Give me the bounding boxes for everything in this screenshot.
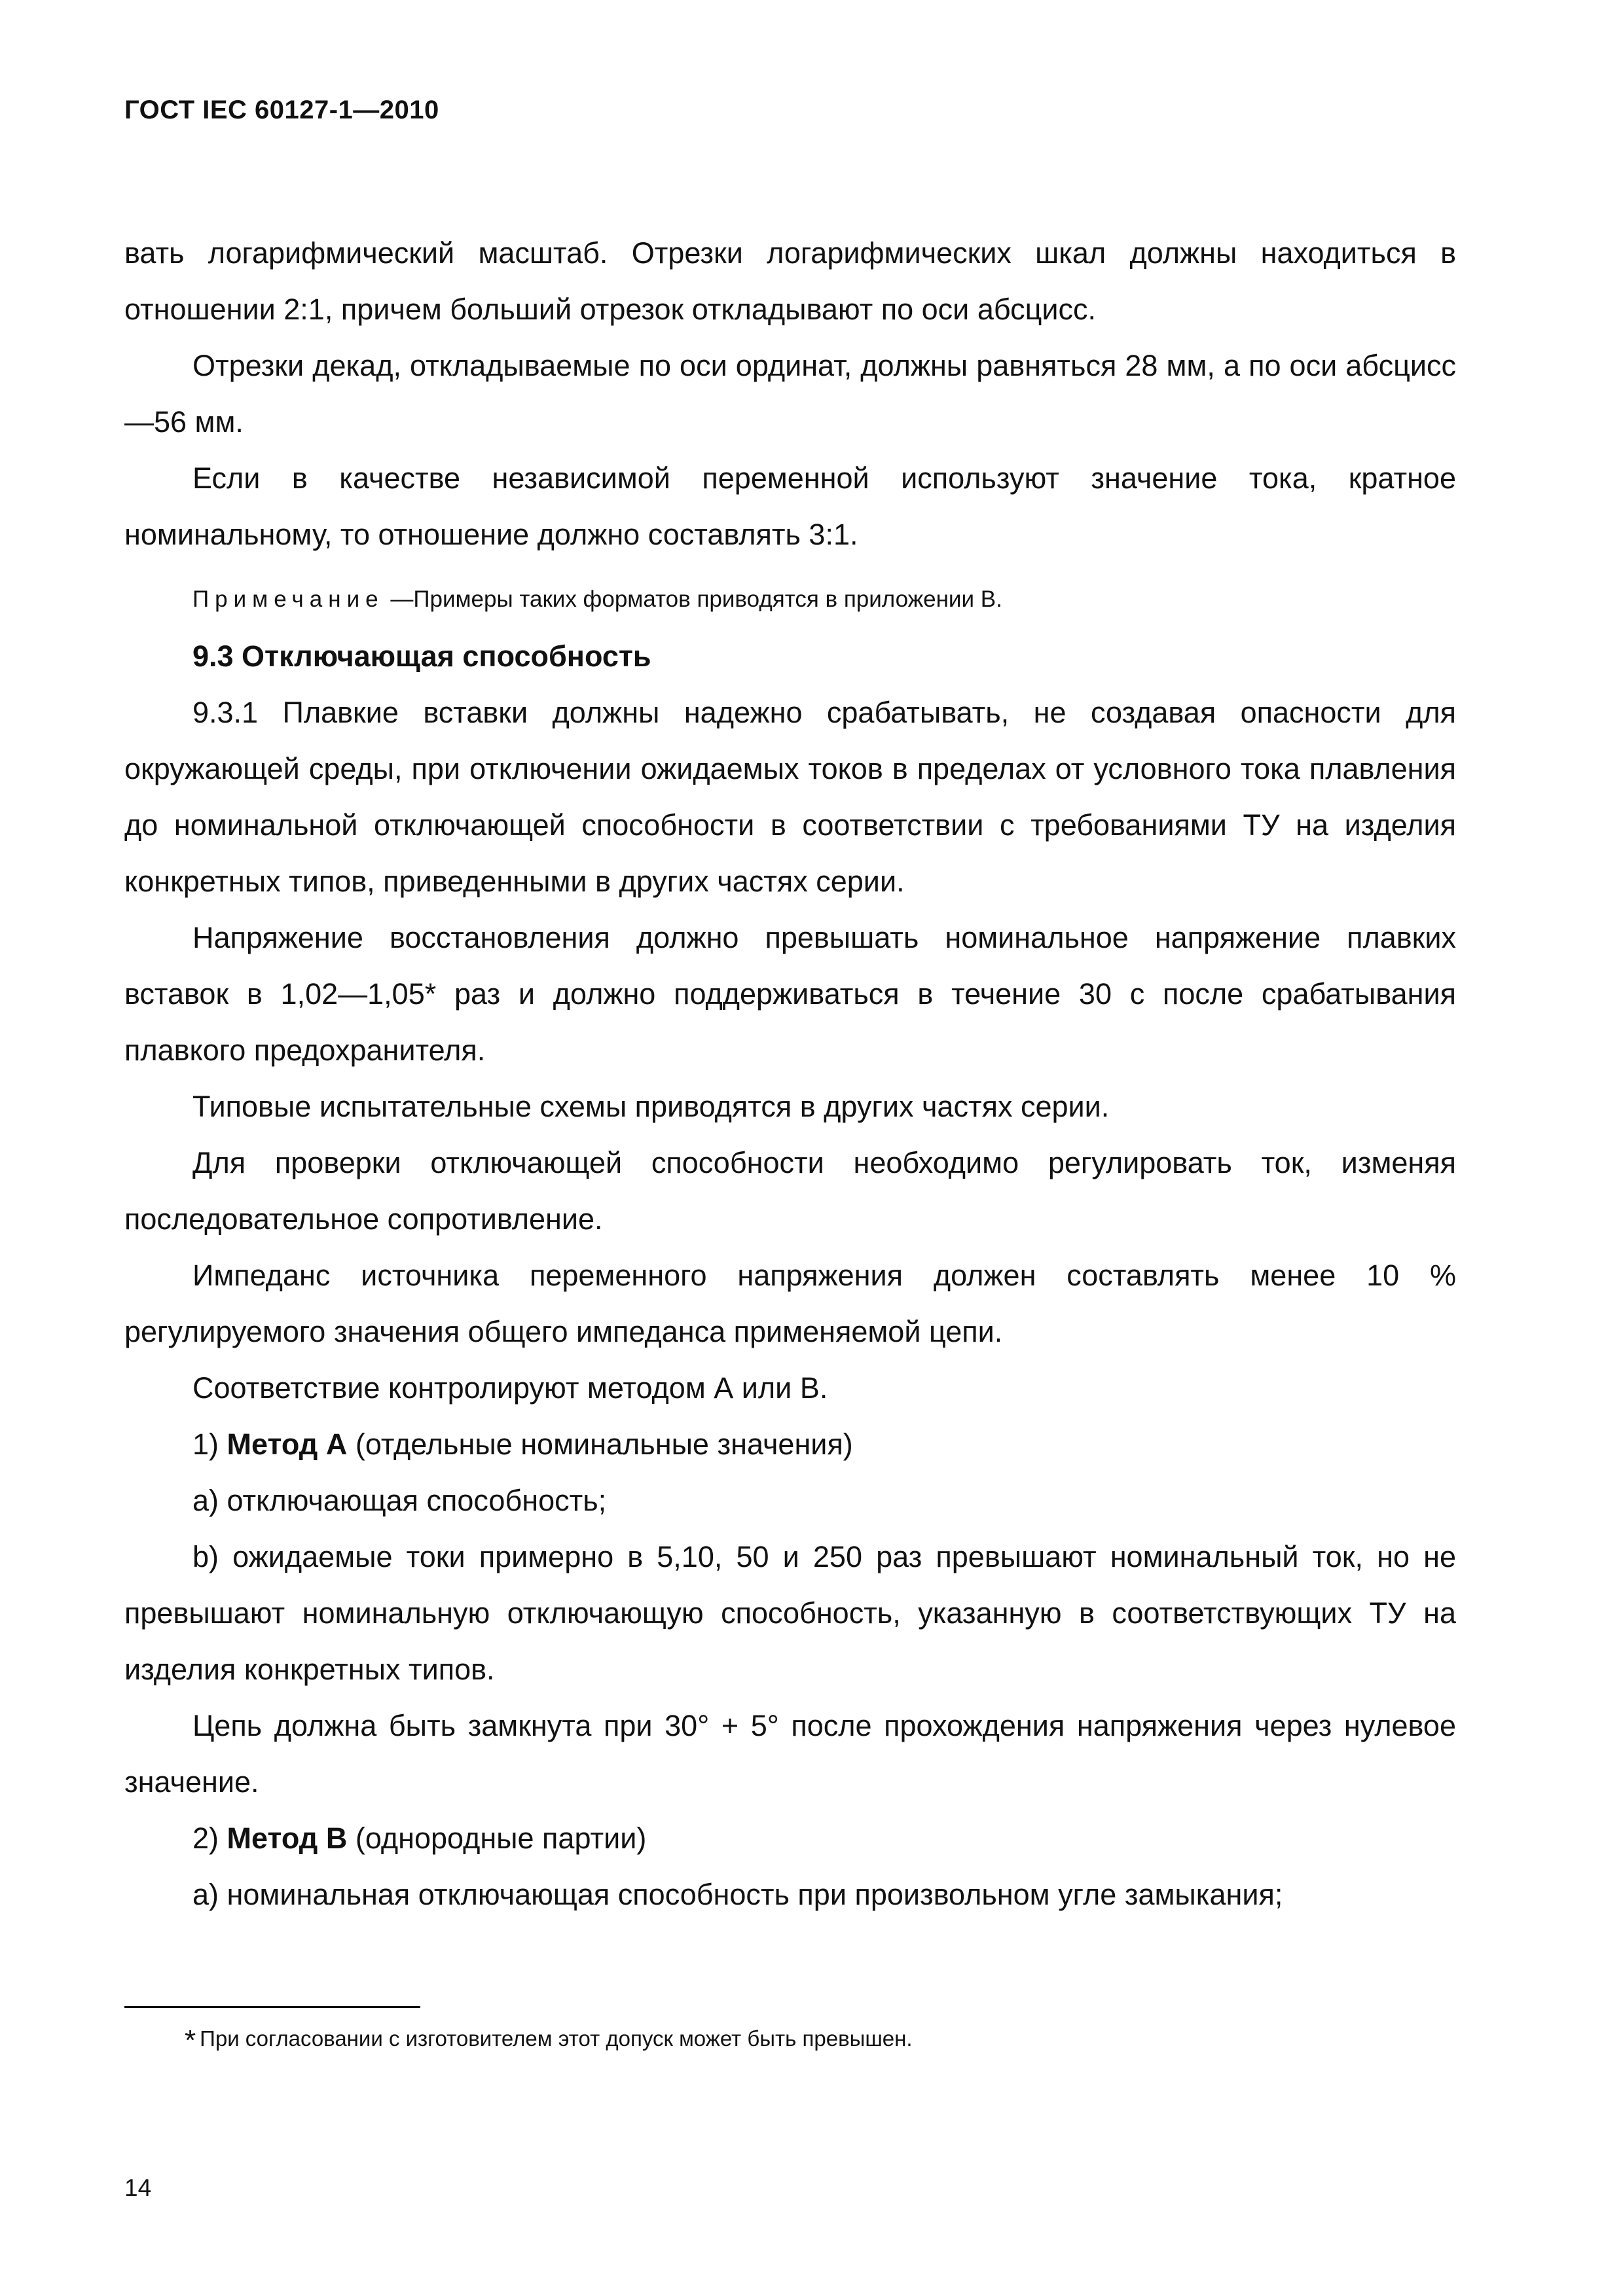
- paragraph-recovery-voltage: Напряжение восстановления должно превышать номинальное напряжение плавких вставок в 1,02—1,05* раз и должно поддерживаться в течение 30 с после срабатывания плавкого предохранителя.: [124, 921, 1456, 1067]
- page-number: 14: [124, 2174, 152, 2201]
- page-body: [124, 225, 1456, 1923]
- document-header: ГОСТ IEC 60127-1—2010: [124, 96, 439, 124]
- footnote-divider: [124, 2006, 420, 2008]
- method-b-sub-a: а) номинальная отключающая способность при произвольном угле замыкания;: [192, 1878, 1283, 1911]
- note-label: Примечание: [192, 586, 384, 612]
- paragraph-ratio: Если в качестве независимой переменной используют значение тока, кратное номинальному, то отношение должно составлять 3:1.: [124, 461, 1456, 551]
- paragraph-log-scale: вать логарифмический масштаб. Отрезки логарифмических шкал должны находиться в отношении 2:1, причем больший отрезок откладывают по оси абсцисс.: [124, 236, 1456, 326]
- method-a-title: Метод А: [227, 1427, 348, 1461]
- note-text: —Примеры таких форматов приводятся в приложении В.: [384, 586, 1002, 612]
- method-a-sub-b: b) ожидаемые токи примерно в 5,10, 50 и 250 раз превышают номинальный ток, но не превышают номинальную отключающую способность, указанную в соответствующих ТУ на изделия конкретных типов.: [124, 1540, 1456, 1686]
- section-heading: 9.3 Отключающая способность: [192, 639, 651, 673]
- paragraph-impedance: Импеданс источника переменного напряжения должен составлять менее 10 % регулируемого значения общего импеданса применяемой цепи.: [124, 1259, 1456, 1348]
- paragraph-current-regulation: Для проверки отключающей способности необходимо регулировать ток, изменяя последовательное сопротивление.: [124, 1146, 1456, 1236]
- method-b-title: Метод В: [227, 1821, 348, 1855]
- paragraph-compliance: Соответствие контролируют методом А или В.: [192, 1371, 828, 1405]
- method-a-description: (отдельные номинальные значения): [347, 1427, 853, 1461]
- footnote-marker: *: [185, 2024, 196, 2056]
- footnote: [185, 2022, 913, 2057]
- note: [124, 580, 1456, 619]
- paragraph-decades: Отрезки декад, откладываемые по оси ординат, должны равняться 28 мм, а по оси абсцисс—56 мм.: [124, 349, 1456, 439]
- method-a-number: 1): [192, 1427, 227, 1461]
- method-b-description: (однородные партии): [347, 1821, 647, 1855]
- method-a-item: [124, 1416, 1456, 1473]
- method-b-number: 2): [192, 1821, 227, 1855]
- paragraph-9-3-1: 9.3.1 Плавкие вставки должны надежно срабатывать, не создавая опасности для окружающей среды, при отключении ожидаемых токов в пределах от условного тока плавления до номинальной отключающей способности в соответствии с требованиями ТУ на изделия конкретных типов, приведенными в других частях серии.: [124, 696, 1456, 898]
- method-b-item: [124, 1810, 1456, 1867]
- paragraph-test-circuits: Типовые испытательные схемы приводятся в других частях серии.: [192, 1090, 1110, 1123]
- footnote-text: При согласовании с изготовителем этот допуск может быть превышен.: [200, 2026, 913, 2051]
- method-a-sub-a: а) отключающая способность;: [192, 1484, 607, 1517]
- paragraph-closing-angle: Цепь должна быть замкнута при 30° + 5° после прохождения напряжения через нулевое значение.: [124, 1709, 1456, 1799]
